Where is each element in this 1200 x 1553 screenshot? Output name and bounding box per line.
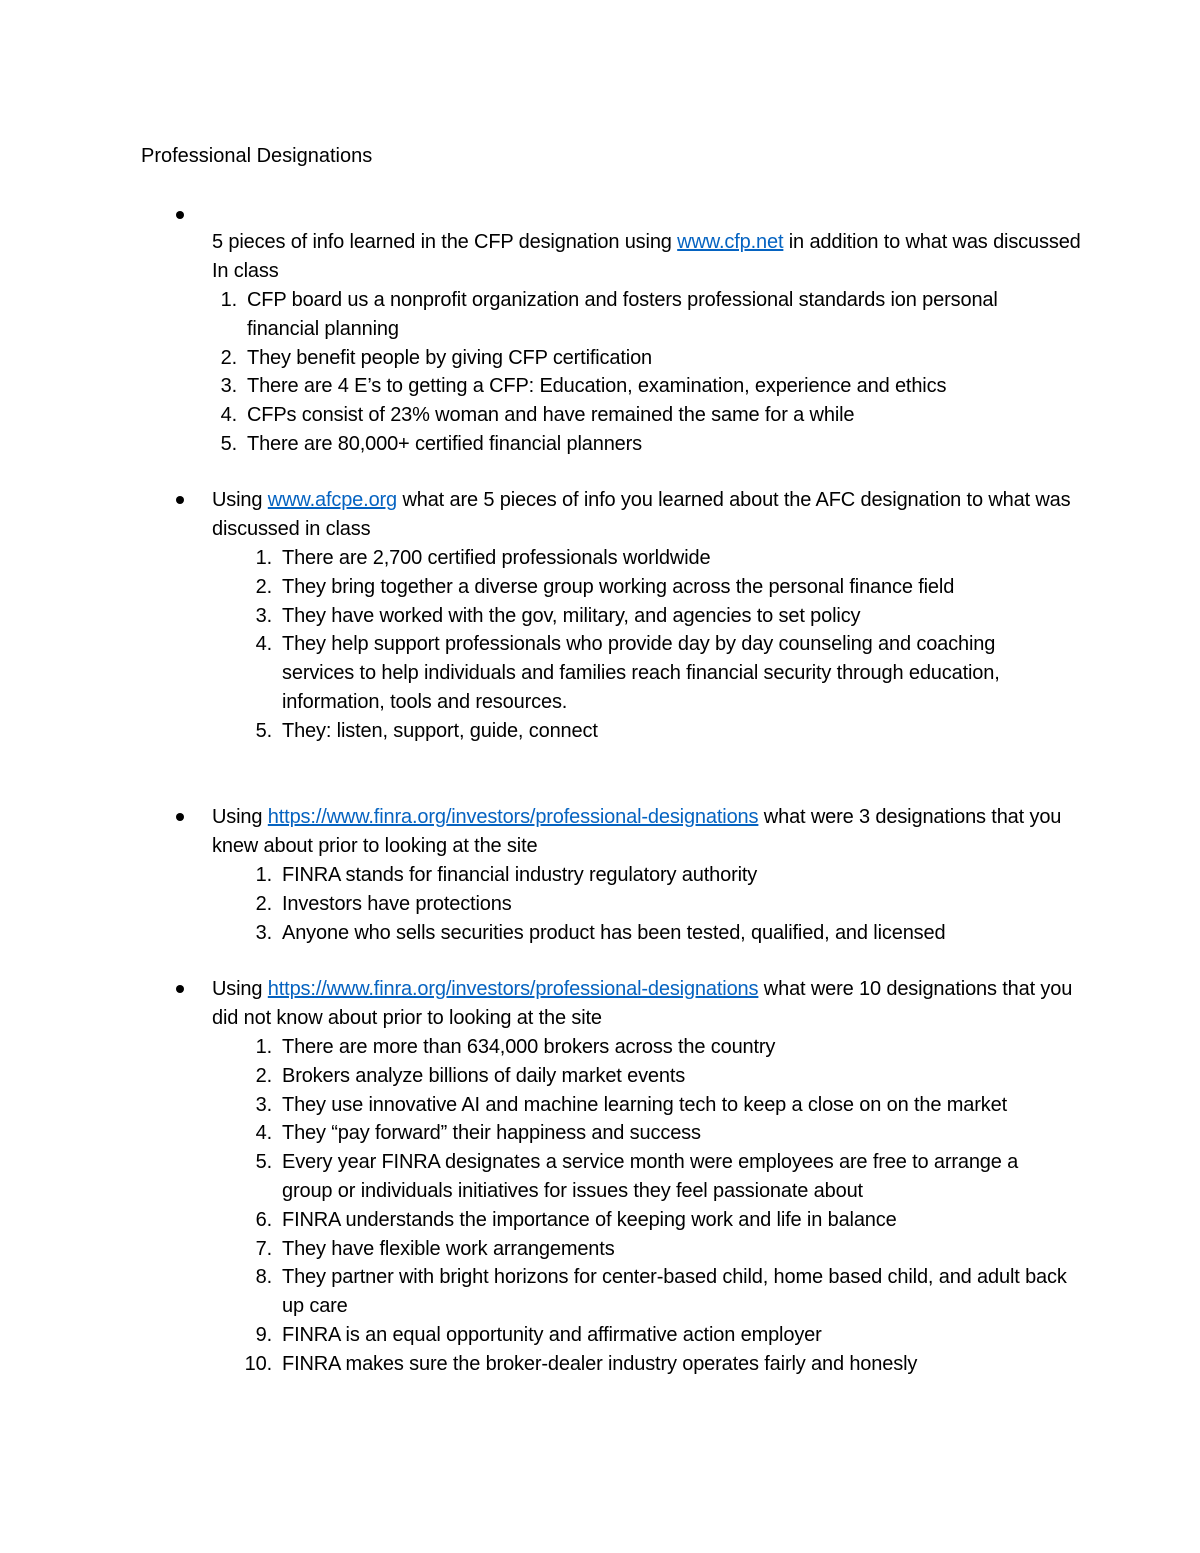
question-text — [212, 486, 1092, 544]
list-number: 5. — [255, 1151, 272, 1174]
bullet-icon — [176, 496, 184, 504]
list-text: They use innovative AI and machine learning tech to keep a close on on the market — [282, 1093, 1007, 1116]
question-prefix: Using — [212, 806, 268, 828]
list-number: 2. — [220, 346, 237, 369]
list-text: They help support professionals who provide day by day counseling and coaching services to help individuals and families reach financial security through education, information, tools and resources. — [282, 633, 1000, 713]
list-item — [220, 286, 1027, 344]
answer-list — [255, 861, 1072, 947]
document-title: Professional Designations — [141, 145, 373, 167]
list-text: They bring together a diverse group working across the personal finance field — [282, 575, 955, 598]
list-text: They partner with bright horizons for center-based child, home based child, and adult back up care — [282, 1266, 1067, 1318]
list-text: Brokers analyze billions of daily market events — [282, 1064, 686, 1087]
bullet-icon — [176, 211, 184, 219]
question-suffix: what were 3 designations that you knew about prior to looking at the site — [212, 806, 1062, 857]
finra-link[interactable]: https://www.finra.org/investors/professional-designations — [267, 978, 759, 1000]
list-text: There are 4 E’s to getting a CFP: Education, examination, experience and ethics — [247, 375, 947, 398]
list-number: 8. — [255, 1266, 272, 1289]
question-text — [212, 975, 1092, 1033]
list-text: Every year FINRA designates a service month were employees are free to arrange a group or individuals initiatives for issues they feel passionate about — [282, 1151, 1019, 1202]
list-number: 3. — [220, 375, 237, 398]
list-item — [255, 630, 1072, 716]
list-number: 1. — [255, 547, 272, 569]
list-text: There are more than 634,000 brokers across the country — [282, 1036, 776, 1058]
list-item — [255, 861, 1072, 890]
answer-list — [244, 1033, 1072, 1379]
finra-link[interactable]: https://www.finra.org/investors/professional-designations — [267, 806, 759, 828]
question-suffix: what are 5 pieces of info you learned about the AFC designation to what was discussed in class — [212, 489, 1071, 540]
list-number: 2. — [255, 575, 272, 598]
list-item — [255, 1235, 1072, 1264]
list-item — [255, 544, 1072, 573]
list-number: 4. — [255, 1122, 272, 1145]
list-text: FINRA is an equal opportunity and affirmative action employer — [282, 1323, 822, 1346]
question-prefix: 5 pieces of info learned in the CFP designation using — [212, 231, 678, 253]
list-text: They benefit people by giving CFP certification — [247, 346, 653, 369]
list-item — [255, 1091, 1072, 1120]
question-suffix: in addition to what was discussed In class — [212, 231, 1081, 282]
list-text: FINRA stands for financial industry regulatory authority — [282, 864, 758, 886]
list-number: 5. — [255, 719, 272, 742]
list-number: 1. — [220, 289, 237, 311]
list-item — [220, 344, 1027, 373]
list-item — [255, 1321, 1072, 1350]
list-text: FINRA understands the importance of keeping work and life in balance — [282, 1208, 897, 1231]
list-item — [220, 430, 1027, 459]
list-text: Anyone who sells securities product has been tested, qualified, and licensed — [282, 921, 946, 944]
question-text — [212, 803, 1092, 861]
afcpe-link[interactable]: www.afcpe.org — [267, 489, 398, 511]
list-text: FINRA makes sure the broker-dealer industry operates fairly and honesly — [282, 1352, 918, 1375]
list-text: Investors have protections — [282, 892, 512, 915]
list-item — [255, 1263, 1072, 1321]
list-text: There are 2,700 certified professionals worldwide — [282, 547, 711, 569]
list-number: 6. — [255, 1208, 272, 1231]
list-item — [255, 573, 1072, 602]
list-number: 7. — [255, 1237, 272, 1260]
list-number: 1. — [255, 864, 272, 886]
list-text: They have worked with the gov, military, and agencies to set policy — [282, 604, 861, 627]
answer-list — [255, 544, 1072, 746]
list-item — [255, 890, 1072, 919]
list-number: 3. — [255, 604, 272, 627]
list-item — [244, 1350, 1072, 1379]
list-number: 2. — [255, 892, 272, 915]
list-item — [255, 1206, 1072, 1235]
list-number: 4. — [220, 404, 237, 427]
list-text: They have flexible work arrangements — [282, 1237, 615, 1260]
cfp-link[interactable]: www.cfp.net — [677, 231, 784, 253]
list-number: 1. — [255, 1036, 272, 1058]
bullet-icon — [176, 985, 184, 993]
list-item — [255, 1033, 1072, 1062]
question-prefix: Using — [212, 489, 268, 511]
list-item — [255, 602, 1072, 631]
list-text: There are 80,000+ certified financial planners — [247, 432, 643, 455]
list-item — [220, 372, 1027, 401]
question-text — [212, 228, 1092, 286]
list-item — [255, 717, 1072, 746]
list-number: 5. — [220, 432, 237, 455]
list-text: CFPs consist of 23% woman and have remained the same for a while — [247, 404, 855, 427]
list-item — [220, 401, 1027, 430]
list-item — [255, 919, 1072, 948]
list-number: 3. — [255, 921, 272, 944]
list-text: They “pay forward” their happiness and success — [282, 1122, 701, 1145]
list-number: 9. — [255, 1323, 272, 1346]
list-number: 10. — [244, 1352, 272, 1375]
answer-list — [220, 286, 1027, 459]
list-number: 3. — [255, 1093, 272, 1116]
list-number: 2. — [255, 1064, 272, 1087]
list-text: They: listen, support, guide, connect — [282, 719, 598, 742]
list-item — [255, 1119, 1072, 1148]
question-prefix: Using — [212, 978, 268, 1000]
list-item — [255, 1148, 1072, 1206]
list-item — [255, 1062, 1072, 1091]
question-suffix: what were 10 designations that you did not know about prior to looking at the site — [212, 978, 1073, 1029]
bullet-icon — [176, 813, 184, 821]
list-text: CFP board us a nonprofit organization and fosters professional standards ion personal financial planning — [247, 289, 998, 340]
list-number: 4. — [255, 633, 272, 656]
